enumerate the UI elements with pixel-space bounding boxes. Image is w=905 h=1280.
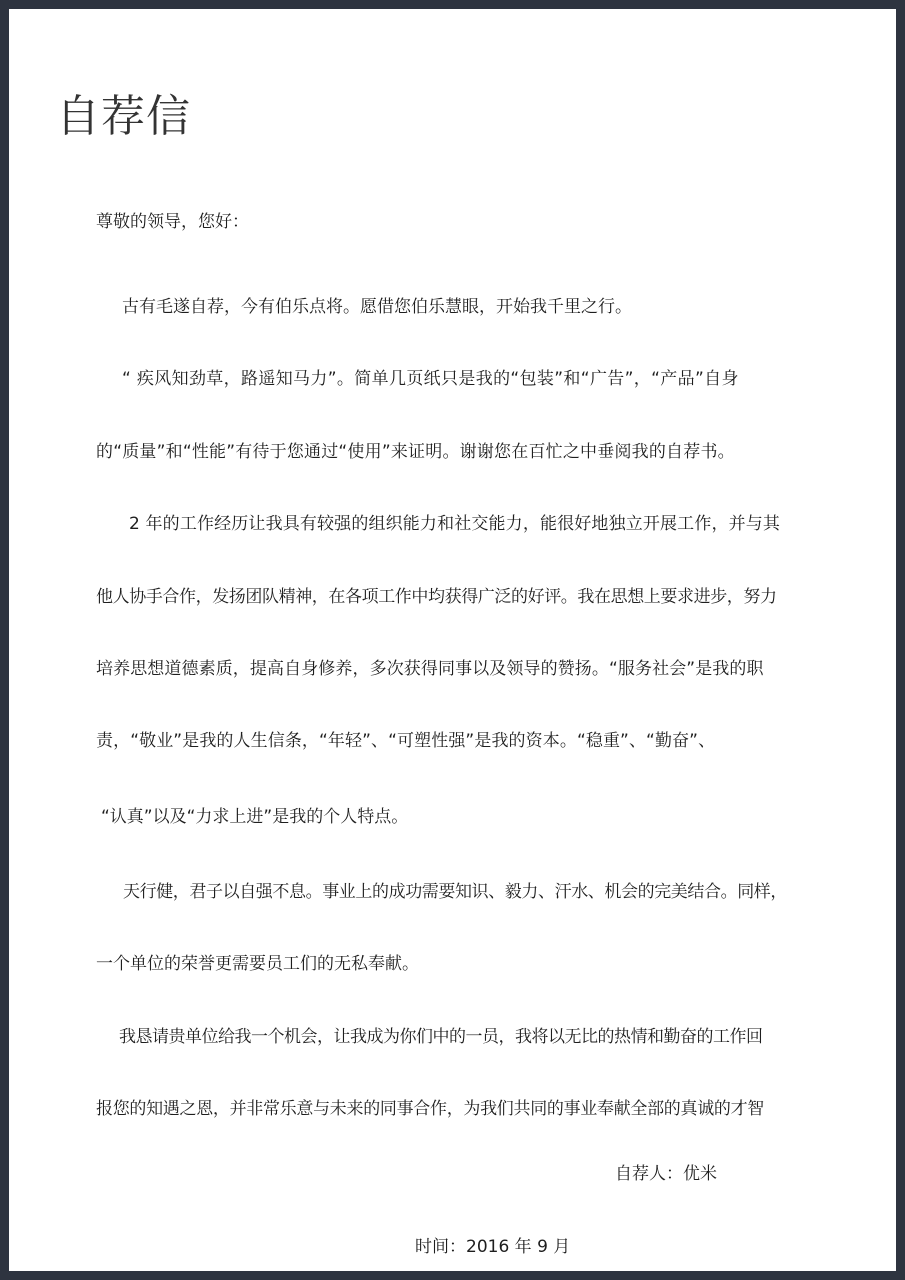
paragraph-line: 我恳请贵单位给我一个机会，让我成为你们中的一员，我将以无比的热情和勤奋的工作回 (119, 1027, 763, 1047)
paragraph-line: 他人协手合作，发扬团队精神，在各项工作中均获得广泛的好评。我在思想上要求进步，努力 (96, 587, 777, 607)
paragraph-line: 一个单位的荣誉更需要员工们的无私奉献。 (96, 954, 419, 974)
paragraph-line: “ 疾风知劲草，路遥知马力”。简单几页纸只是我的“包装”和“广告”，“产品”自身 (122, 369, 739, 389)
paragraph-line: “认真”以及“力求上进”是我的个人特点。 (101, 807, 409, 827)
letter-date: 时间：2016 年 9 月 (415, 1237, 571, 1257)
paragraph-line: 天行健，君子以自强不息。事业上的成功需要知识、毅力、汗水、机会的完美结合。同样， (123, 882, 787, 902)
paragraph-line: 责，“敬业”是我的人生信条，“年轻”、“可塑性强”是我的资本。“稳重”、“勤奋”、 (96, 731, 716, 751)
paragraph-line: 2 年的工作经历让我具有较强的组织能力和社交能力，能很好地独立开展工作，并与其 (129, 514, 781, 534)
signature: 自荐人：优米 (615, 1164, 717, 1184)
paragraph-line: 培养思想道德素质，提高自身修养，多次获得同事以及领导的赞扬。“服务社会”是我的职 (96, 659, 764, 679)
paragraph-line: 报您的知遇之恩，并非常乐意与未来的同事合作，为我们共同的事业奉献全部的真诚的才智 (96, 1099, 764, 1119)
page-title: 自荐信 (56, 91, 191, 142)
letter-page (9, 9, 896, 1271)
paragraph-line: 的“质量”和“性能”有待于您通过“使用”来证明。谢谢您在百忙之中垂阅我的自荐书。 (96, 442, 735, 462)
salutation: 尊敬的领导，您好： (96, 212, 249, 232)
paragraph-line: 古有毛遂自荐，今有伯乐点将。愿借您伯乐慧眼，开始我千里之行。 (122, 297, 632, 317)
